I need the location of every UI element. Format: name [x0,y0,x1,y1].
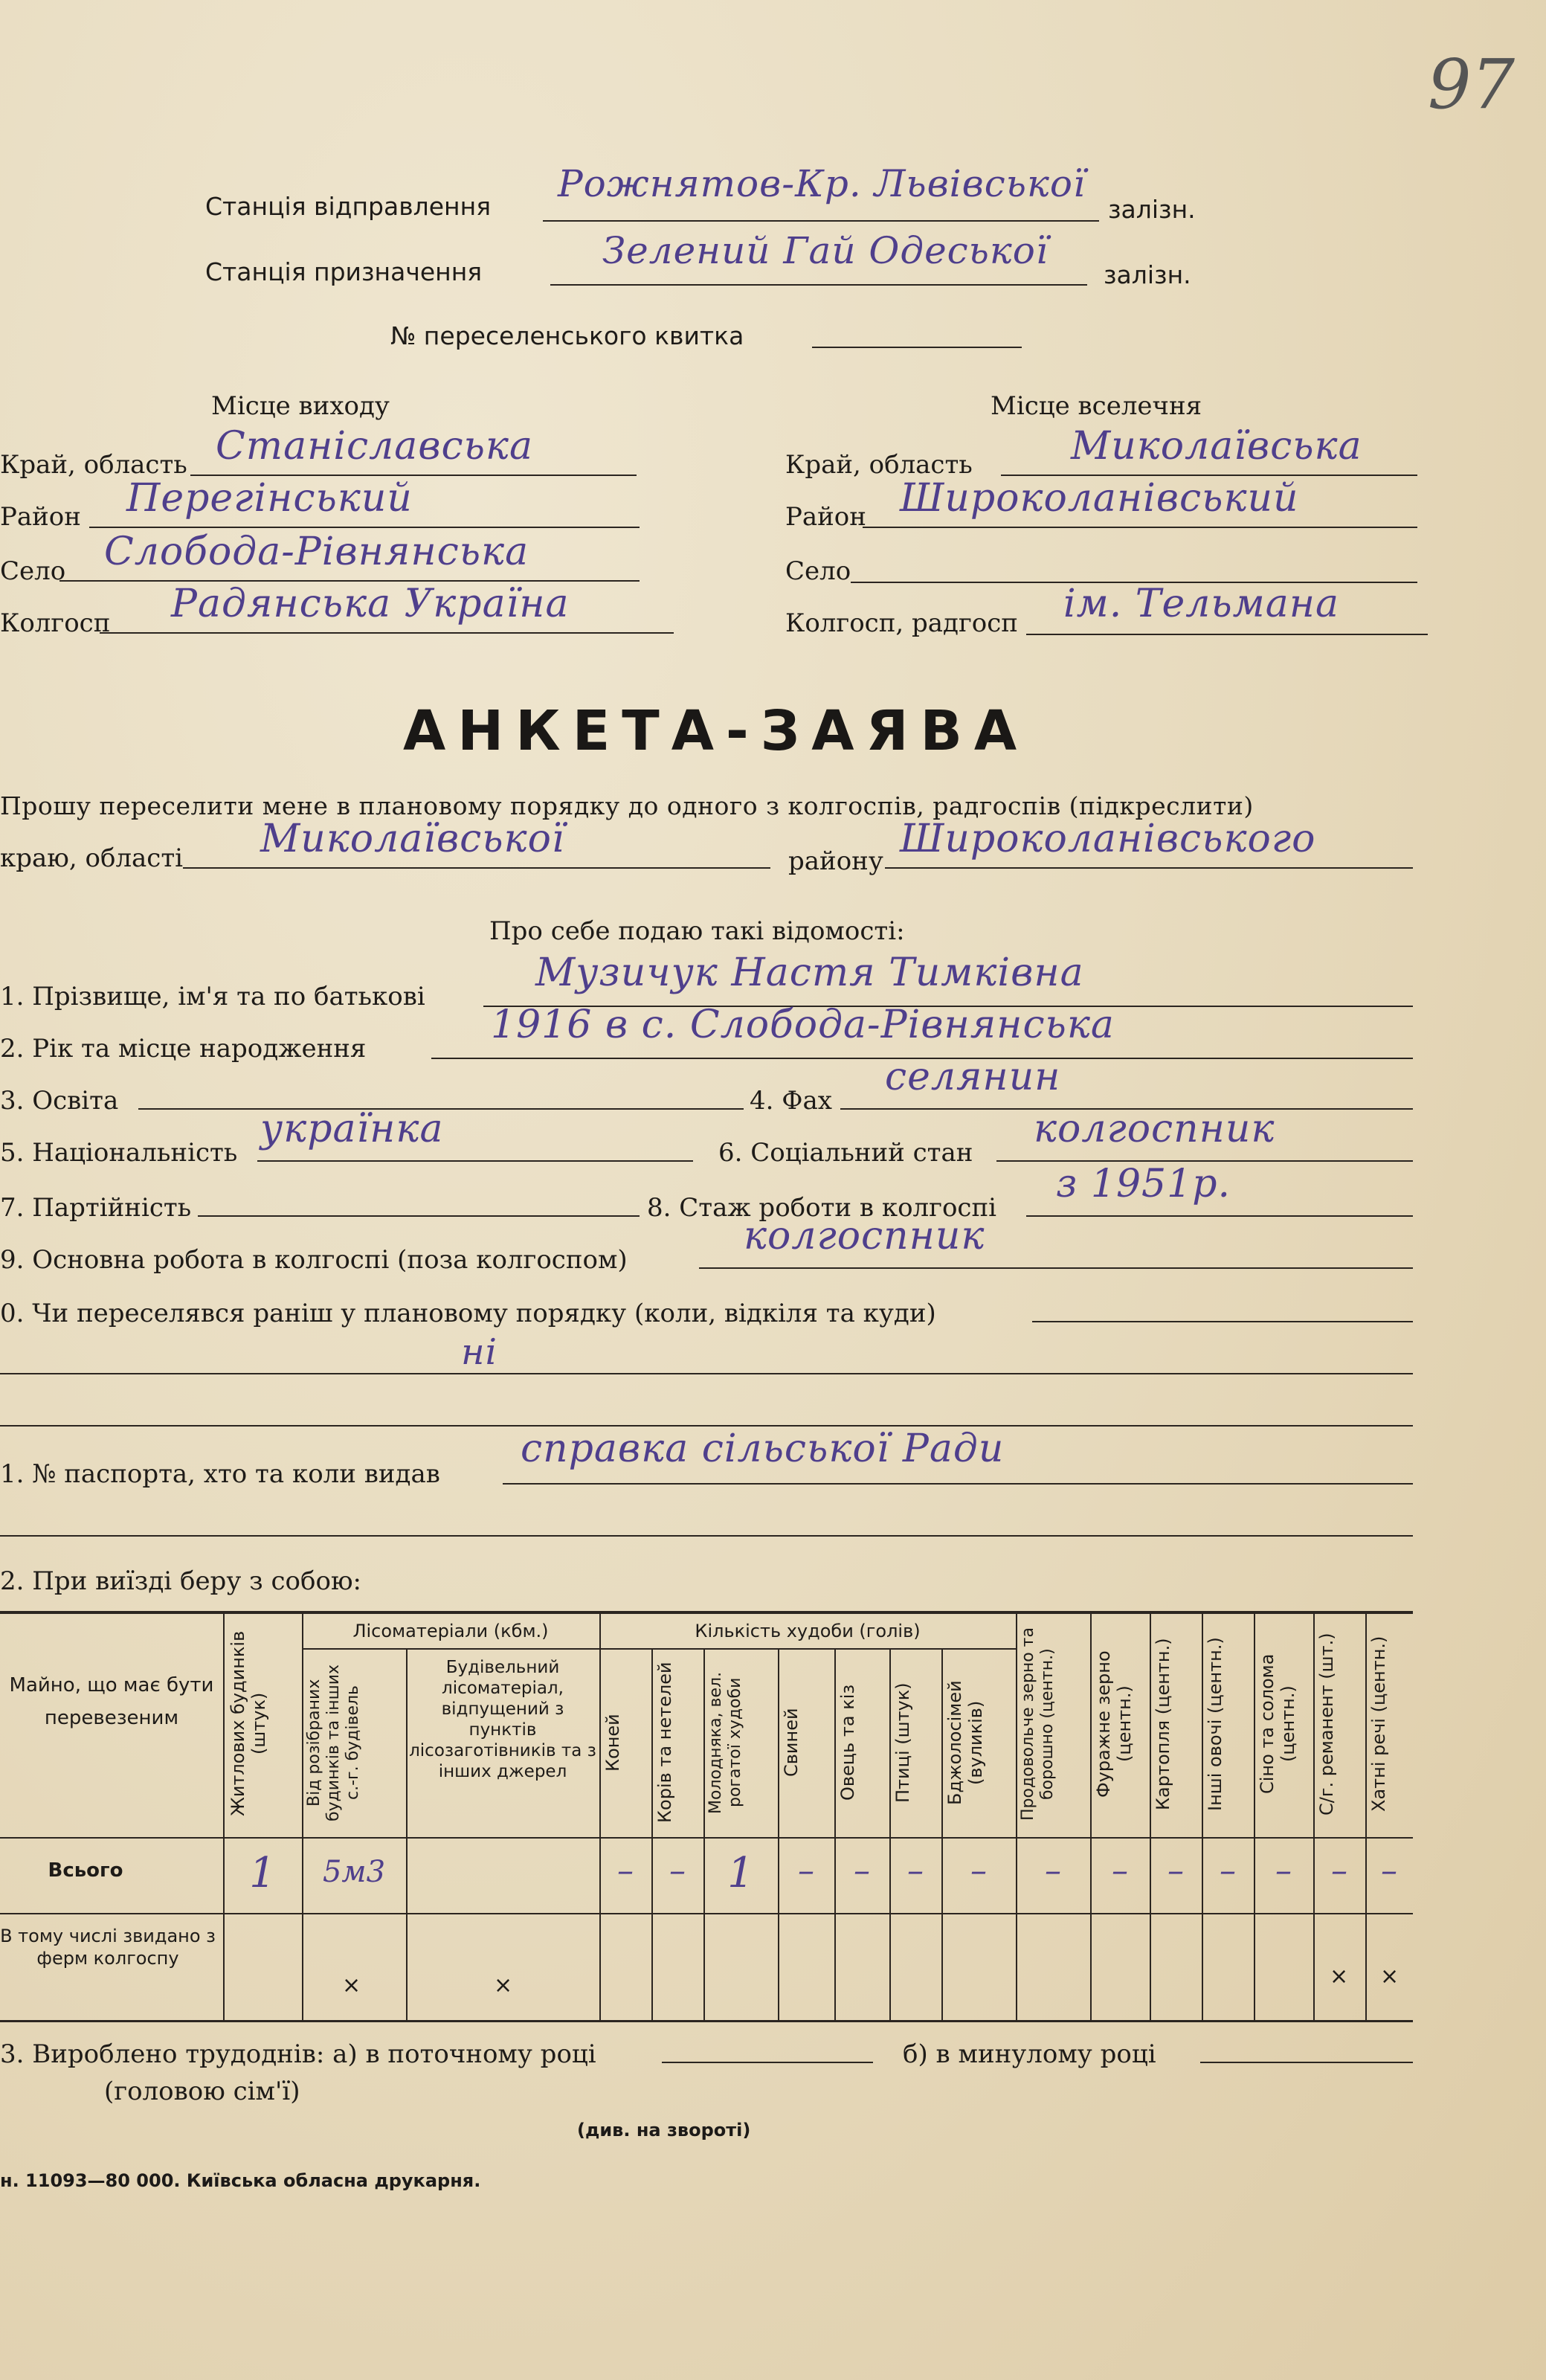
request-region-value: Миколаївської [260,817,565,861]
total-implements: – [1331,1852,1347,1890]
group-lumber: Лісоматеріали (кбм.) [352,1621,549,1641]
field-10-label: 0. Чи переселявся раніш у плановому порядку (коли, відкіля та куди) [0,1299,936,1328]
col-sheep: Овець та кіз [837,1684,858,1801]
info-heading: Про себе подаю такі відомості: [489,916,905,946]
request-district-label: району [788,846,883,876]
col-vegetables: Інші овочі (центн.) [1205,1637,1225,1811]
col-implements: С/г. реманент (шт.) [1316,1633,1337,1815]
origin-district-value: Перегінський [126,476,413,521]
row-total-label: Всього [48,1859,123,1882]
turn-over-note: (див. на звороті) [577,2120,751,2141]
total-bees: – [970,1852,987,1890]
station-departure-label: Станція відправлення [205,192,492,221]
total-sheep: – [854,1852,870,1890]
field-3-label: 3. Освіта [0,1086,119,1116]
col-grain: Продовольче зерно та борошно (центн.) [1019,1627,1057,1821]
origin-region-value: Станіславська [216,424,533,469]
col-potato: Картопля (центн.) [1153,1638,1173,1810]
col-horses: Коней [602,1714,623,1772]
field-2-label: 2. Рік та місце народження [0,1034,367,1064]
total-poultry: – [907,1852,924,1890]
total-horses: – [617,1852,634,1890]
station-departure-suffix: залізн. [1108,195,1196,224]
total-hay: – [1275,1852,1292,1890]
field-4-value: селянин [885,1055,1061,1099]
farm-mark-implements: × [1330,1964,1349,1990]
field-8-label: 8. Стаж роботи в колгоспі [647,1193,997,1223]
col-pigs: Свиней [781,1708,802,1778]
total-grain: – [1045,1852,1061,1890]
field-5-value: українка [260,1107,444,1151]
field-4-label: 4. Фах [750,1086,832,1116]
station-destination-suffix: залізн. [1104,260,1191,289]
destination-region-label: Край, область [785,450,973,480]
total-houses: 1 [249,1849,276,1897]
destination-district-value: Широколанівський [900,476,1299,521]
destination-heading: Місце вселечня [991,391,1202,421]
farm-mark-lumber-dismantled: × [342,1972,361,1998]
total-potato: – [1167,1852,1184,1890]
field-9-value: колгоспник [744,1214,985,1258]
field-9-label: 9. Основна робота в колгоспі (поза колгоспом) [0,1245,628,1275]
field-7-label: 7. Партійність [0,1193,192,1223]
request-text: Прошу переселити мене в плановому порядку до одного з колгоспів, радгоспів (підкреслити) [0,791,1254,820]
station-destination-value: Зелений Гай Одеської [602,229,1049,272]
destination-region-value: Миколаївська [1071,424,1362,469]
total-lumber-dismantled: 5м3 [322,1855,386,1889]
total-cows: – [669,1852,686,1890]
origin-heading: Місце виходу [211,391,390,421]
col-bees: Бджолосімей (вуликів) [944,1680,986,1805]
field-6-label: 6. Соціальний стан [718,1138,973,1168]
group-livestock: Кількість худоби (голів) [695,1621,921,1641]
origin-village-label: Село [0,556,66,586]
request-region-label: краю, області [0,843,184,873]
field-1-label: 1. Прізвище, ім'я та по батькові [0,982,425,1012]
archive-number: 97 [1428,45,1516,124]
col-young-cattle: Молодняка, вел. рогатої худоби [706,1671,744,1814]
col-household: Хатні речі (центн.) [1368,1636,1389,1813]
field-8-value: з 1951р. [1056,1162,1231,1206]
farm-mark-lumber-building: × [494,1972,513,1998]
destination-kolkhoz-label: Колгосп, радгосп [785,608,1018,638]
col-houses: Житлових будинків (штук) [228,1630,269,1816]
destination-district-label: Район [785,502,866,532]
origin-district-label: Район [0,502,81,532]
workdays-label: 3. Вироблено трудоднів: а) в поточному році [0,2039,596,2069]
workdays-sub: (головою сім'ї) [104,2077,300,2106]
field-12-label: 2. При виїзді беру з собою: [0,1566,361,1596]
total-forage: – [1112,1852,1128,1890]
field-11-label: 1. № паспорта, хто та коли видав [0,1459,440,1489]
field-11-value: справка сільської Ради [521,1427,1005,1471]
col-cows: Корів та нетелей [654,1662,675,1824]
ticket-label: № переселенського квитка [390,321,744,350]
col-hay: Сіно та солома (центн.) [1257,1653,1298,1795]
origin-region-label: Край, область [0,450,187,480]
field-10-value: ні [461,1331,497,1373]
origin-kolkhoz-label: Колгосп [0,608,111,638]
field-1-value: Музичук Настя Тимківна [535,951,1084,995]
total-pigs: – [798,1852,814,1890]
total-young-cattle: 1 [727,1849,754,1897]
col-lumber-building: Будівельний лісоматеріал, відпущений з пунктів лісозаготівників та з інших джерел [409,1658,596,1781]
station-destination-label: Станція призначення [205,257,483,286]
request-district-value: Широколанівського [900,817,1316,861]
total-vegetables: – [1220,1852,1236,1890]
total-household: – [1381,1852,1397,1890]
row-farm-label: В тому числі звидано з ферм колгоспу [0,1926,216,1969]
origin-kolkhoz-value: Радянська Україна [171,582,570,626]
field-6-value: колгоспник [1034,1107,1275,1151]
col-lumber-dismantled: Від розібраних будинків та інших с.-г. будівель [305,1664,362,1821]
field-5-label: 5. Національність [0,1138,238,1168]
prev-year-label: б) в минулому році [903,2039,1156,2069]
col-forage: Фуражне зерно (центн.) [1093,1650,1135,1798]
destination-village-label: Село [785,556,851,586]
form-title: АНКЕТА-ЗАЯВА [403,699,1029,763]
col-property: Майно, що має бути перевезеним [9,1674,214,1729]
col-poultry: Птиці (штук) [892,1682,913,1803]
destination-kolkhoz-value: ім. Тельмана [1063,582,1340,626]
farm-mark-household: × [1380,1964,1400,1990]
origin-village-value: Слобода-Рівнянська [104,530,529,574]
station-departure-value: Рожнятов-Кр. Львівської [558,162,1086,205]
field-2-value: 1916 в с. Слобода-Рівнянська [491,1003,1115,1047]
printer-imprint: н. 11093—80 000. Київська обласна друкарня. [0,2170,481,2191]
